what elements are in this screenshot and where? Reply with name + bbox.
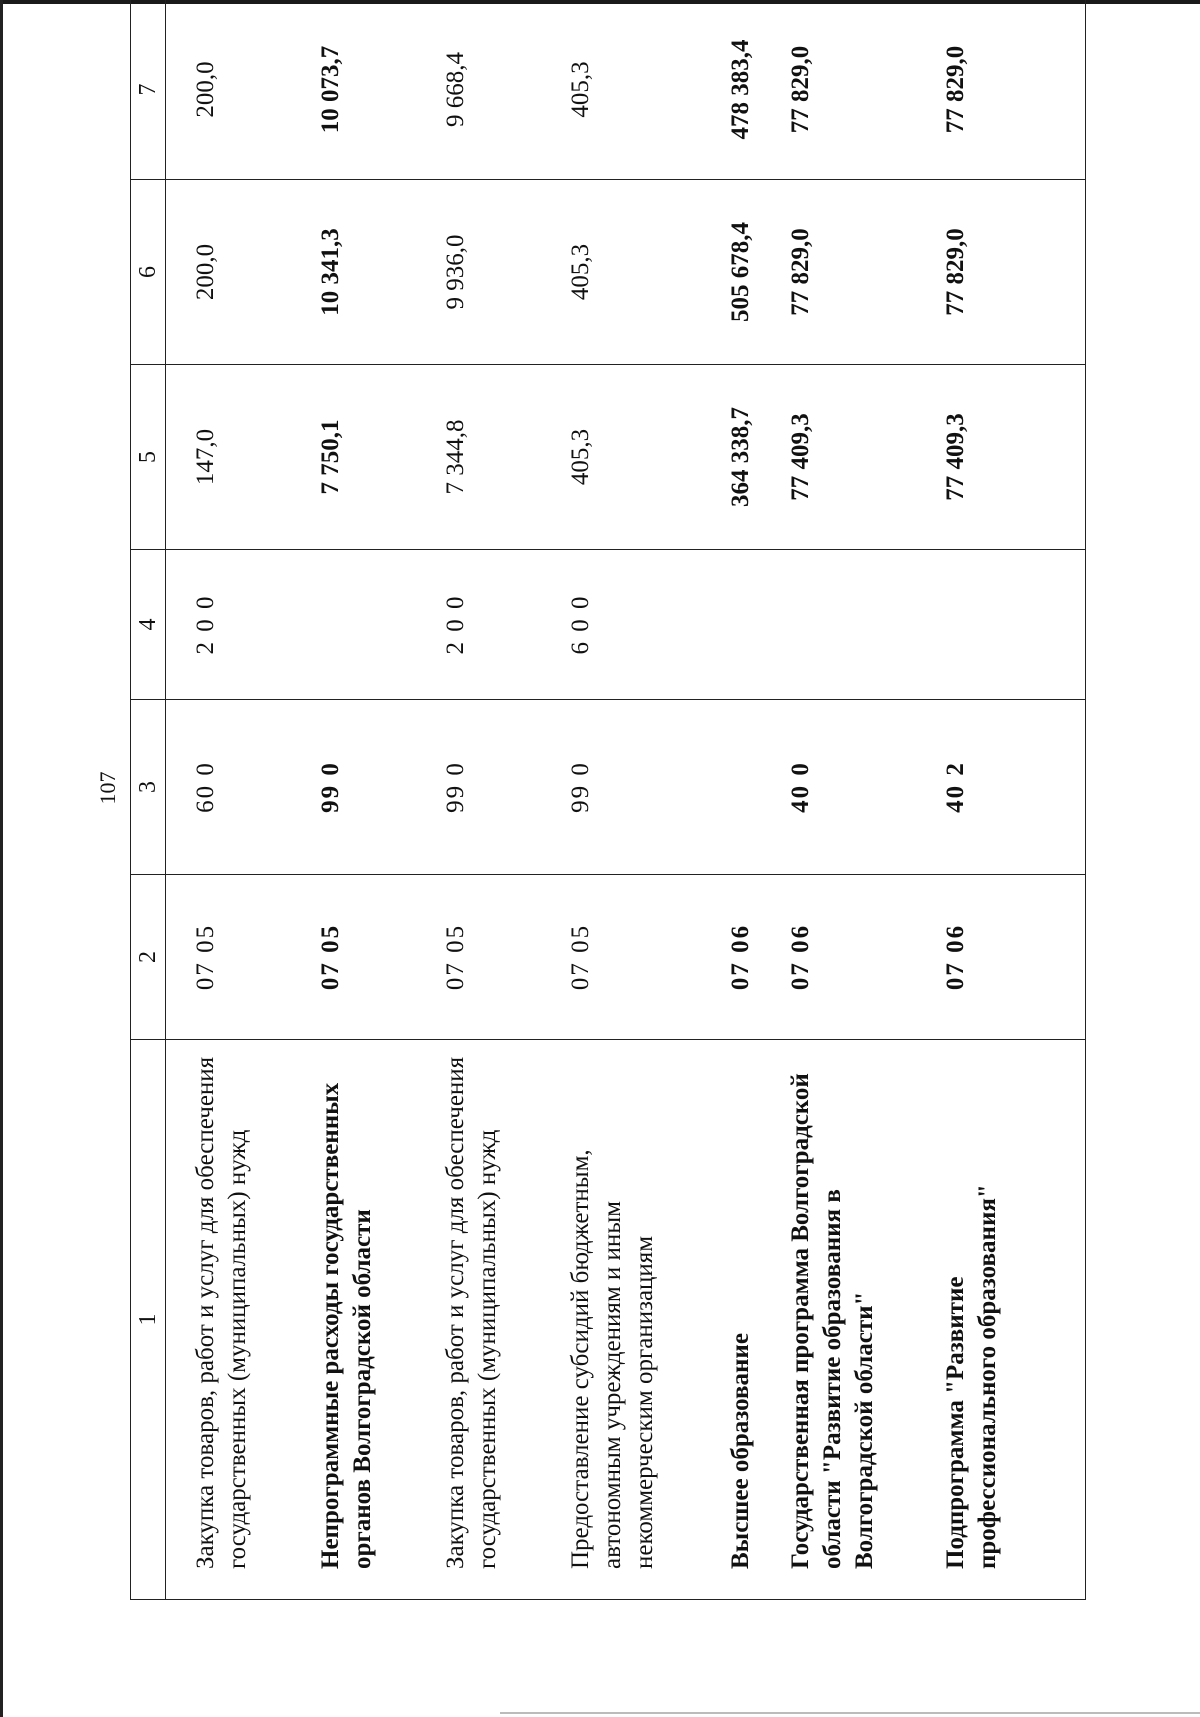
header-col-6: 6 (131, 180, 166, 365)
value-col-7: 9 668,4 (440, 0, 565, 180)
header-row (131, 0, 166, 1600)
program-code: 60 0 (166, 700, 316, 875)
row-name: Подпрограмма "Развитие профессионального образования" (940, 1040, 1086, 1600)
table-row (315, 0, 440, 1600)
value-col-5: 77 409,3 (940, 365, 1086, 550)
value-col-7: 478 383,4 (725, 0, 785, 180)
program-code: 99 0 (565, 700, 725, 875)
value-col-7: 77 829,0 (940, 0, 1086, 180)
page-number: 107 (95, 771, 120, 805)
header-col-1: 1 (131, 1040, 166, 1600)
section-code: 07 05 (166, 875, 316, 1040)
section-code: 07 05 (565, 875, 725, 1040)
header-col-7: 7 (131, 0, 166, 180)
program-code: 40 2 (940, 700, 1086, 875)
value-col-7: 200,0 (166, 0, 316, 180)
value-col-7: 10 073,7 (315, 0, 440, 180)
expense-type-code: 6 0 0 (565, 550, 725, 700)
budget-table (130, 0, 1086, 1600)
section-code: 07 06 (785, 875, 940, 1040)
section-code: 07 06 (940, 875, 1086, 1040)
table-row (725, 0, 785, 1600)
expense-type-code: 2 0 0 (166, 550, 316, 700)
expense-type-code: 2 0 0 (440, 550, 565, 700)
value-col-6: 10 341,3 (315, 180, 440, 365)
table-row (440, 0, 565, 1600)
table-row (785, 0, 940, 1600)
expense-type-code (725, 550, 785, 700)
row-name: Непрограммные расходы государственных органов Волгоградской области (315, 1040, 440, 1600)
value-col-6: 200,0 (166, 180, 316, 365)
value-col-5: 364 338,7 (725, 365, 785, 550)
expense-type-code (315, 550, 440, 700)
value-col-5: 147,0 (166, 365, 316, 550)
header-col-4: 4 (131, 550, 166, 700)
program-code: 99 0 (440, 700, 565, 875)
header-col-5: 5 (131, 365, 166, 550)
value-col-6: 405,3 (565, 180, 725, 365)
table-row (940, 0, 1086, 1600)
row-name: Высшее образование (725, 1040, 785, 1600)
value-col-7: 405,3 (565, 0, 725, 180)
row-name: Закупка товаров, работ и услуг для обеспечения государственных (муниципальных) нужд (166, 1040, 316, 1600)
value-col-5: 7 344,8 (440, 365, 565, 550)
program-code (725, 700, 785, 875)
expense-type-code (940, 550, 1086, 700)
section-code: 07 05 (315, 875, 440, 1040)
value-col-6: 505 678,4 (725, 180, 785, 365)
value-col-5: 7 750,1 (315, 365, 440, 550)
program-code: 99 0 (315, 700, 440, 875)
header-col-2: 2 (131, 875, 166, 1040)
table-row (166, 0, 316, 1600)
value-col-5: 77 409,3 (785, 365, 940, 550)
value-col-7: 77 829,0 (785, 0, 940, 180)
section-code: 07 06 (725, 875, 785, 1040)
rotated-table-container (130, 0, 1065, 1600)
scan-edge-bottom (500, 1712, 1200, 1714)
row-name: Государственная программа Волгоградской области "Развитие образования в Волгоградской области" (785, 1040, 940, 1600)
row-name: Предоставление субсидий бюджетным, автономным учреждениям и иным некоммерческим организациям (565, 1040, 725, 1600)
expense-type-code (785, 550, 940, 700)
program-code: 40 0 (785, 700, 940, 875)
value-col-6: 77 829,0 (785, 180, 940, 365)
scan-edge-left (0, 0, 3, 1717)
value-col-6: 77 829,0 (940, 180, 1086, 365)
section-code: 07 05 (440, 875, 565, 1040)
table-row (565, 0, 725, 1600)
value-col-6: 9 936,0 (440, 180, 565, 365)
value-col-5: 405,3 (565, 365, 725, 550)
row-name: Закупка товаров, работ и услуг для обеспечения государственных (муниципальных) нужд (440, 1040, 565, 1600)
header-col-3: 3 (131, 700, 166, 875)
